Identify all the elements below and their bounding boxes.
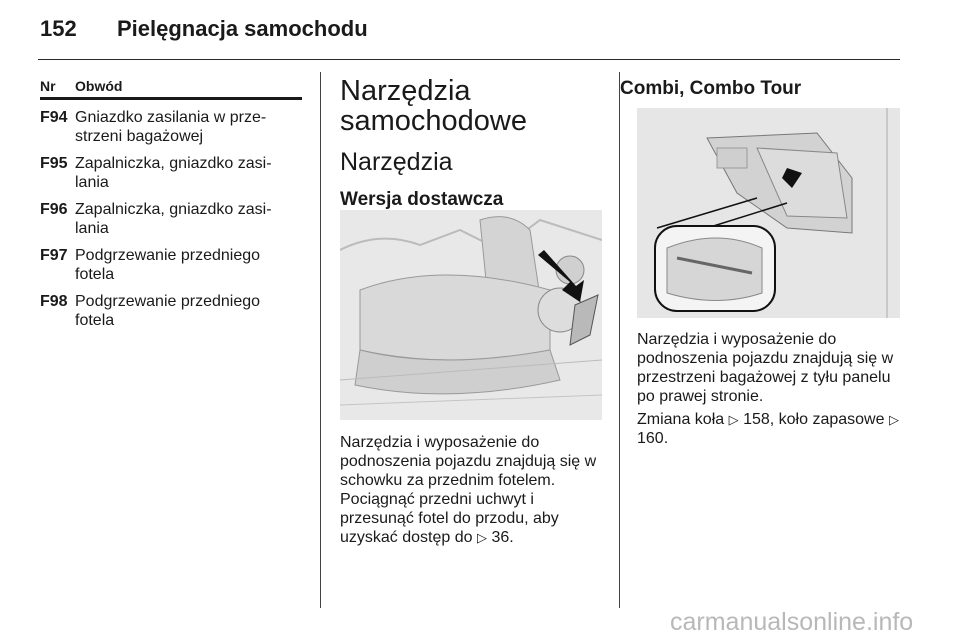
page-number: 152 — [40, 16, 77, 41]
van-ref-page: 36. — [491, 529, 514, 546]
combi-description — [637, 330, 905, 406]
fuse-desc: Gniazdko zasilania w prze-strzeni bagażowej — [75, 109, 267, 145]
header-rule — [38, 59, 900, 60]
fuse-code: F94 — [40, 109, 68, 126]
fuse-desc: Zapalniczka, gniazdko zasi-lania — [75, 155, 272, 191]
wheel-ref-page: 158, koło zapasowe — [743, 411, 885, 428]
table-row — [40, 246, 302, 284]
page-ref-icon: ▷ — [476, 530, 487, 545]
section-title: Narzędzia samochodowe — [340, 75, 527, 137]
van-description — [340, 433, 608, 547]
watermark: carmanualsonline.info — [670, 608, 914, 636]
van-text: Narzędzia i wyposażenie do podnoszenia pojazdu znajdują się w schowku za przednim fotelem. Pociągnąć przedni uchwyt i przesunąć fotel do przodu, aby uzyskać dostęp do — [340, 434, 597, 546]
fuse-desc: Zapalniczka, gniazdko zasi-lania — [75, 201, 272, 237]
fuse-table — [40, 78, 302, 330]
seat-illustration — [340, 210, 602, 420]
table-header — [40, 78, 302, 100]
spare-ref-page: 160. — [637, 430, 669, 447]
fuse-code: F95 — [40, 155, 68, 172]
table-row — [40, 292, 302, 330]
fuse-code: F98 — [40, 293, 68, 310]
column-divider — [619, 72, 620, 608]
combi-section — [620, 78, 905, 100]
wheel-text: Zmiana koła — [637, 411, 725, 428]
page-header-title: Pielęgnacja samochodu — [117, 16, 368, 41]
tools-section — [340, 76, 605, 211]
table-row — [40, 108, 302, 146]
column-divider — [320, 72, 321, 608]
section-subtitle: Narzędzia — [340, 148, 453, 176]
fuse-desc: Podgrzewanie przedniego fotela — [75, 247, 261, 283]
combi-heading: Combi, Combo Tour — [620, 78, 802, 99]
fuse-code: F96 — [40, 201, 68, 218]
page-ref-icon: ▷ — [728, 412, 739, 427]
fuse-desc: Podgrzewanie przedniego fotela — [75, 293, 261, 329]
combi-text: Narzędzia i wyposażenie do podnoszenia pojazdu znajdują się w przestrzeni bagażowej z tyłu panelu po prawej stronie. — [637, 331, 894, 405]
page-ref-icon: ▷ — [888, 412, 899, 427]
col-circuit-header: Obwód — [75, 78, 123, 94]
trunk-panel-illustration — [637, 108, 900, 318]
wheel-change-ref — [637, 410, 905, 448]
table-row — [40, 154, 302, 192]
table-row — [40, 200, 302, 238]
col-nr-header: Nr — [40, 78, 56, 94]
van-heading: Wersja dostawcza — [340, 189, 504, 210]
fuse-code: F97 — [40, 247, 68, 264]
